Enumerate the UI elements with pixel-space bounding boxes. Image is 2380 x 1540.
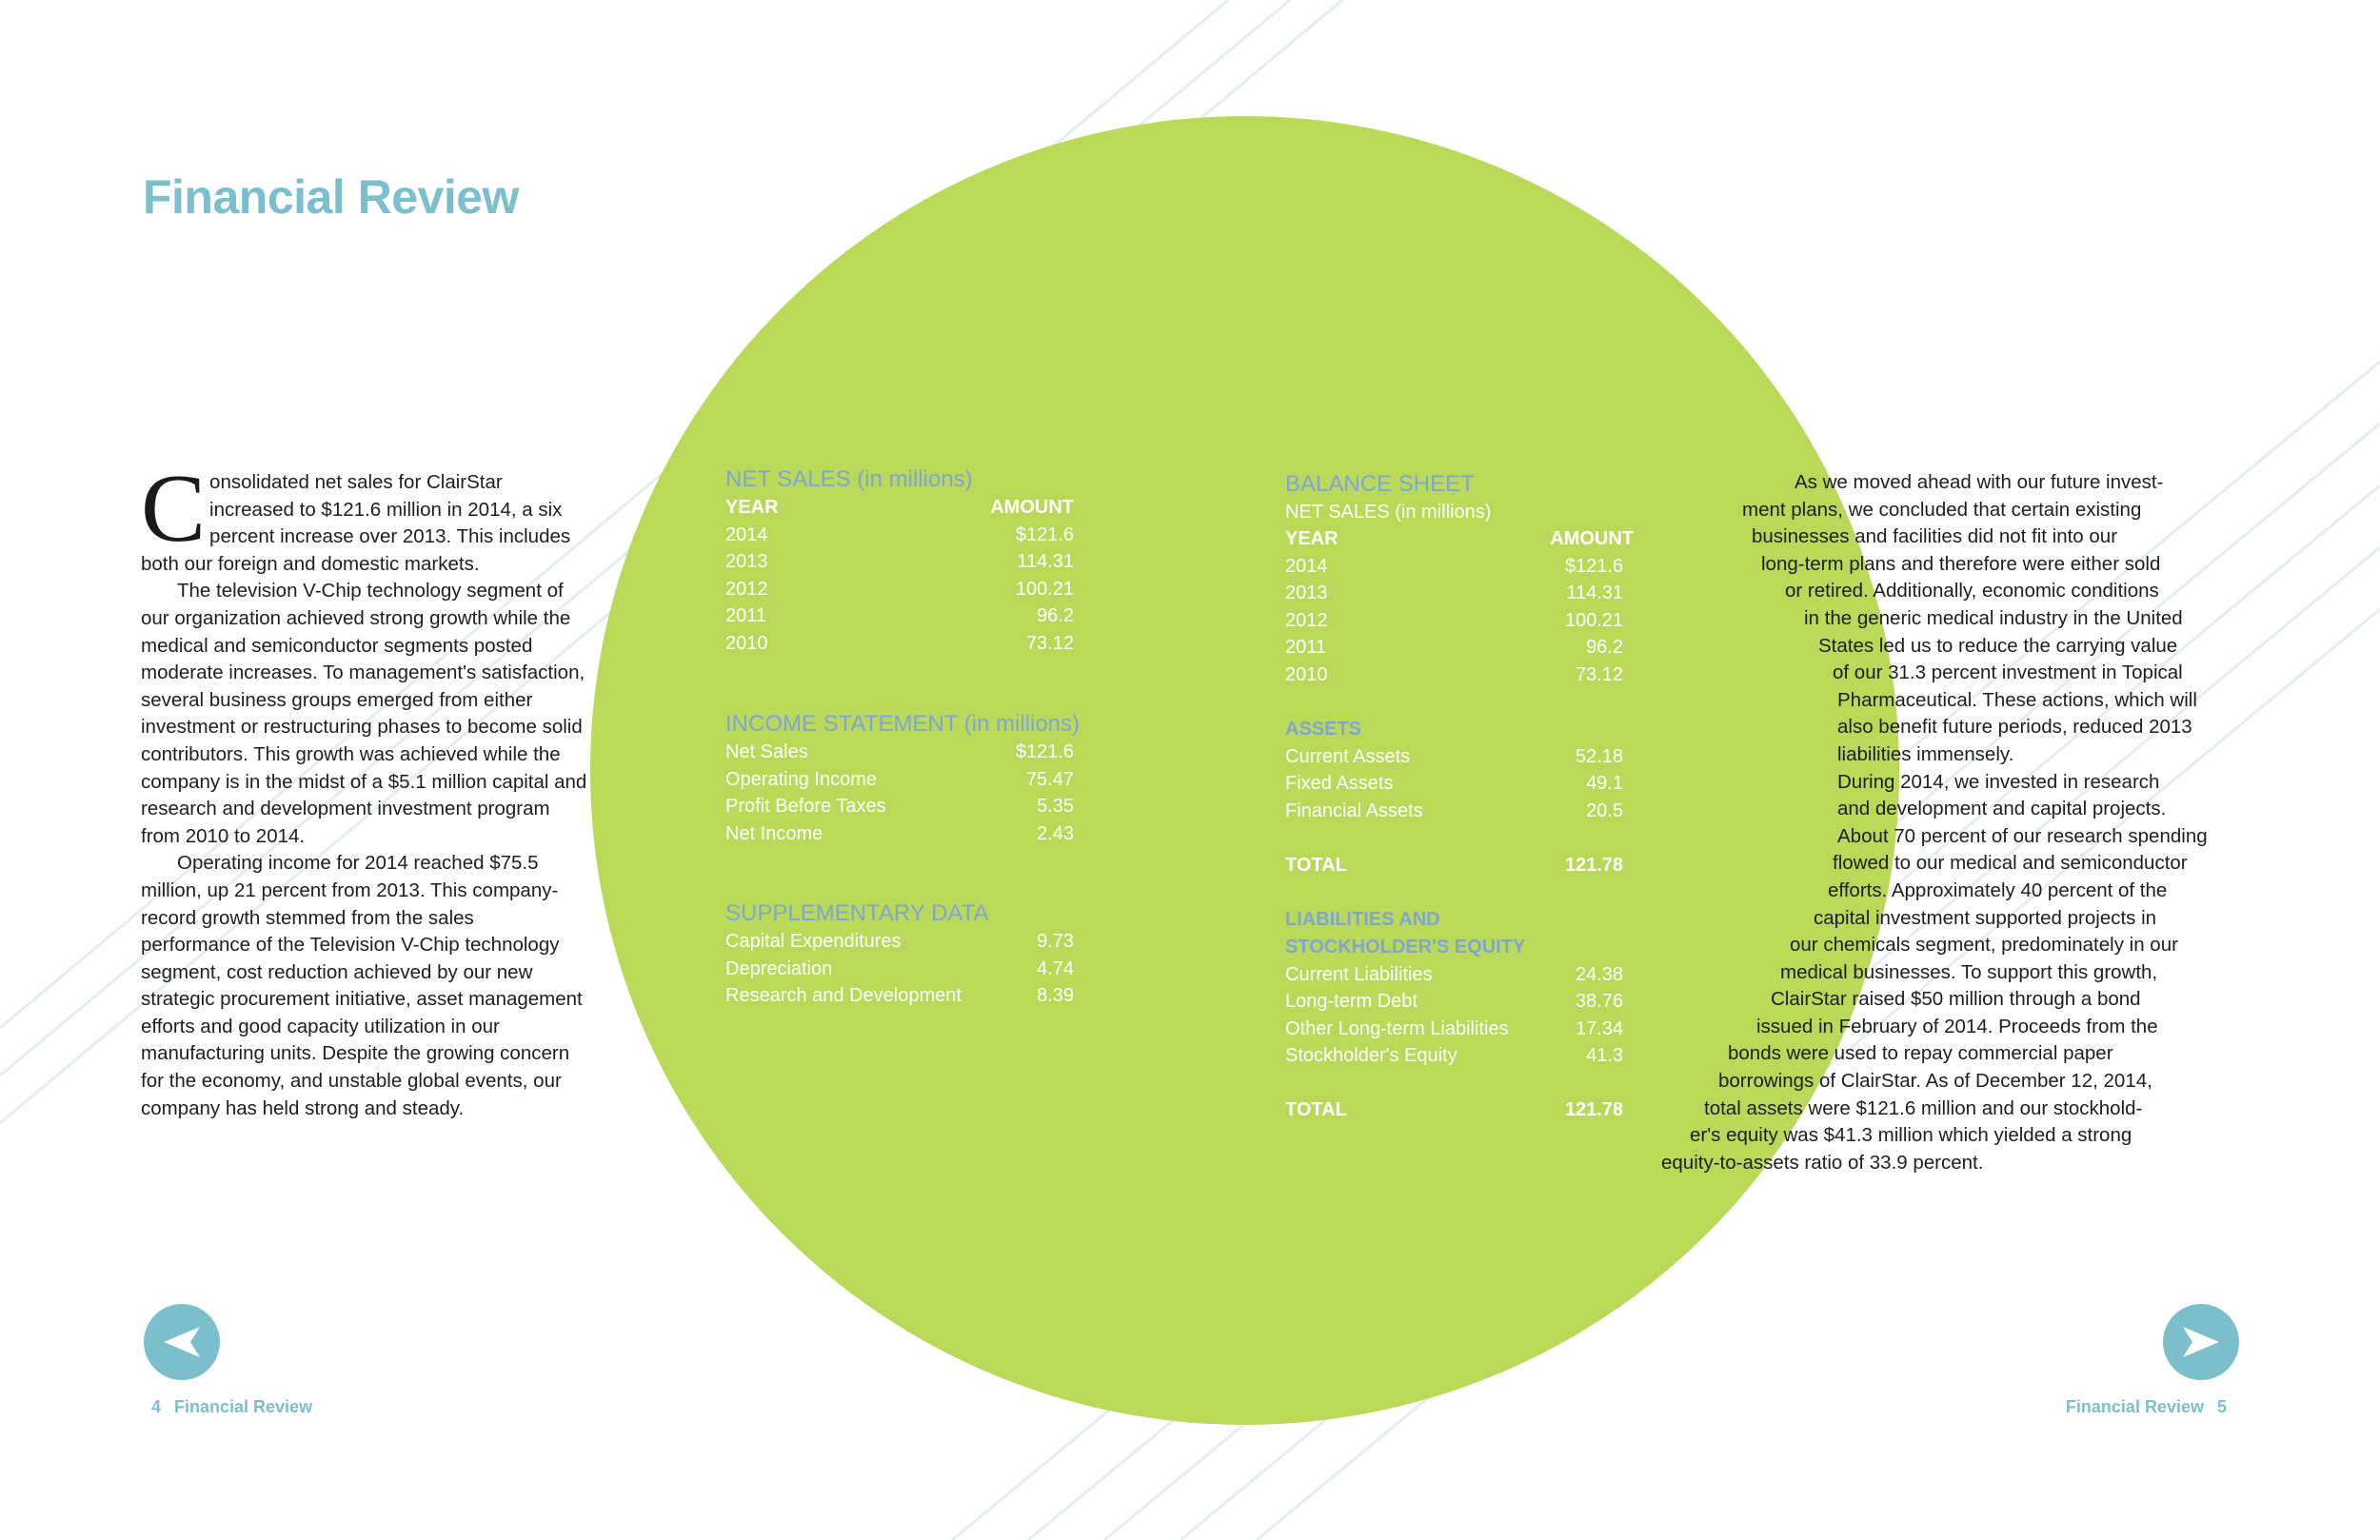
row-value: 114.31 <box>1566 582 1623 604</box>
row-value: 114.31 <box>1017 551 1074 573</box>
paragraph-operating-income: Operating income for 2014 reached $75.5 million, up 21 percent from 2013. This company-record growth stemmed from the sales performance of the Television V-Chip technology segment, cost reduction achieved by our new strategic procurement initiative, asset management efforts and good capacity utilization in our manufacturing units. Despite the growing concern for the economy, and unstable global events, our company has held strong and steady. <box>141 852 583 1119</box>
row-label: 2010 <box>725 632 768 654</box>
right-text-line: our chemicals segment, predominately in our <box>1790 934 2178 957</box>
amount-header: AMOUNT <box>990 497 1074 518</box>
arrow-left-icon <box>162 1325 202 1359</box>
row-value: 24.38 <box>1575 963 1623 985</box>
net-sales-title: NET SALES (in millions) <box>725 466 973 492</box>
row-label: Net Sales <box>725 741 808 762</box>
page-number-left: 4 <box>151 1397 162 1416</box>
net-sales-row <box>725 576 1074 603</box>
liability-row <box>1285 988 1623 1016</box>
row-value: 8.39 <box>1037 985 1074 1007</box>
arrow-right-icon <box>2181 1325 2221 1359</box>
row-label: 2012 <box>1285 609 1328 631</box>
row-label: Financial Assets <box>1285 800 1423 821</box>
net-sales-header-row <box>725 494 1074 522</box>
row-value: 75.47 <box>1025 768 1074 790</box>
row-label: Long-term Debt <box>1285 991 1418 1013</box>
balance-sheet-row <box>1285 661 1623 689</box>
income-row <box>725 766 1074 794</box>
right-text-line: and development and capital projects. <box>1837 798 2167 820</box>
right-text-line: During 2014, we invested in research <box>1837 770 2160 793</box>
dropcap-letter: C <box>141 455 207 563</box>
asset-row <box>1285 770 1623 798</box>
right-text-line: About 70 percent of our research spending <box>1837 824 2208 847</box>
row-label: 2012 <box>725 578 768 600</box>
income-statement-table <box>725 710 1081 847</box>
row-value: 17.34 <box>1575 1017 1623 1039</box>
balance-sheet-row <box>1285 607 1623 635</box>
intro-paragraph <box>141 455 588 578</box>
row-label: 2013 <box>1285 582 1328 604</box>
row-value: 38.76 <box>1575 991 1623 1013</box>
asset-row <box>1285 798 1623 825</box>
row-label: Current Assets <box>1285 745 1411 767</box>
row-value: 100.21 <box>1015 578 1074 600</box>
right-text-line: or retired. Additionally, economic conditions <box>1785 580 2159 602</box>
right-text-line: also benefit future periods, reduced 2013 <box>1837 716 2192 739</box>
row-label: Profit Before Taxes <box>725 796 886 818</box>
amount-header: AMOUNT <box>1550 528 1634 549</box>
row-label: Fixed Assets <box>1285 773 1394 795</box>
liabilities-title-line2: STOCKHOLDER'S EQUITY <box>1285 936 1526 958</box>
income-row <box>725 793 1074 820</box>
net-sales-row <box>725 602 1074 630</box>
balance-sheet-subtitle: NET SALES (in millions) <box>1285 502 1492 523</box>
balance-sheet-title: BALANCE SHEET <box>1285 471 1475 497</box>
right-text-line: ment plans, we concluded that certain existing <box>1742 498 2142 521</box>
row-label: 2010 <box>1285 663 1328 685</box>
asset-row <box>1285 743 1623 771</box>
paragraph-vchip: The television V-Chip technology segment of our organization achieved strong growth while the medical and semiconductor segments posted moderate increases. To management's satisfaction, several business groups emerged from either investment or restructuring phases to become solid contributors. This growth was achieved while the company is in the midst of a $5.1 million capital and research and development investment program from 2010 to 2014. <box>141 580 587 847</box>
row-label: 2014 <box>725 523 768 545</box>
row-label: 2014 <box>1285 555 1328 577</box>
row-label: 2011 <box>725 605 767 627</box>
supplementary-title: SUPPLEMENTARY DATA <box>725 900 989 926</box>
previous-page-button[interactable] <box>144 1304 220 1380</box>
row-label: Stockholder's Equity <box>1285 1045 1458 1067</box>
liabilities-title: LIABILITIES AND <box>1285 909 1440 931</box>
footer-left-label: Financial Review <box>174 1397 313 1416</box>
net-sales-table <box>725 465 1074 658</box>
right-text-line: equity-to-assets ratio of 33.9 percent. <box>1661 1151 1984 1174</box>
row-value: 96.2 <box>1586 637 1623 659</box>
next-page-button[interactable] <box>2163 1304 2239 1380</box>
right-text-line: efforts. Approximately 40 percent of the <box>1828 879 2168 901</box>
right-text-line: liabilities immensely. <box>1837 742 2014 765</box>
liability-row <box>1285 1042 1623 1070</box>
row-value: 41.3 <box>1586 1045 1623 1067</box>
row-value: 100.21 <box>1564 609 1623 631</box>
balance-sheet-row <box>1285 580 1623 607</box>
row-value: 52.18 <box>1575 745 1623 767</box>
row-value: 49.1 <box>1586 773 1623 795</box>
year-header: YEAR <box>1285 528 1339 549</box>
right-text-line: er's equity was $41.3 million which yielded a strong <box>1690 1124 2132 1147</box>
year-header: YEAR <box>725 497 779 518</box>
row-label: Net Income <box>725 822 823 844</box>
total-label: TOTAL <box>1285 855 1347 877</box>
balance-sheet-row <box>1285 553 1623 581</box>
row-value: 5.35 <box>1037 796 1074 818</box>
footer-left <box>138 1397 312 1417</box>
footer-right-label: Financial Review <box>2065 1397 2204 1416</box>
liability-row <box>1285 961 1623 989</box>
row-value: $121.6 <box>1015 741 1074 762</box>
income-statement-title: INCOME STATEMENT (in millions) <box>725 711 1081 737</box>
right-text-column <box>1661 469 2247 1176</box>
row-value: 9.73 <box>1037 931 1074 952</box>
balance-sheet-table <box>1285 470 1634 1124</box>
row-value: 73.12 <box>1575 663 1623 685</box>
row-value: 96.2 <box>1037 605 1074 627</box>
right-text-line: capital investment supported projects in <box>1814 906 2157 929</box>
right-text-line: total assets were $121.6 million and our stockhold- <box>1704 1096 2143 1119</box>
right-text-line: medical businesses. To support this growth, <box>1780 960 2158 983</box>
page-title: Financial Review <box>143 170 519 224</box>
net-sales-row <box>725 630 1074 658</box>
page-number-right: 5 <box>2216 1397 2227 1416</box>
row-value: $121.6 <box>1015 523 1074 545</box>
left-text-column <box>141 455 588 1122</box>
balance-sheet-header-row <box>1285 525 1634 553</box>
intro-text: onsolidated net sales for ClairStar increased to $121.6 million in 2014, a six percent increase over 2013. This includes both our foreign and domestic markets. <box>141 471 571 575</box>
supplementary-row <box>725 956 1074 983</box>
net-sales-row <box>725 548 1074 576</box>
row-value: 2.43 <box>1037 822 1074 844</box>
total-value: 121.78 <box>1564 1099 1623 1121</box>
income-row <box>725 820 1074 848</box>
footer-right <box>2066 1397 2240 1417</box>
row-label: Operating Income <box>725 768 877 790</box>
row-label: Other Long-term Liabilities <box>1285 1017 1509 1039</box>
supplementary-row <box>725 982 1074 1010</box>
income-row <box>725 739 1074 766</box>
row-value: 20.5 <box>1586 800 1623 821</box>
row-label: Research and Development <box>725 985 962 1007</box>
right-text-line: As we moved ahead with our future invest- <box>1795 471 2164 493</box>
row-label: Current Liabilities <box>1285 963 1433 985</box>
total-label: TOTAL <box>1285 1099 1347 1121</box>
net-sales-row <box>725 522 1074 549</box>
row-label: Depreciation <box>725 958 833 979</box>
right-text-line: issued in February of 2014. Proceeds from the <box>1756 1015 2158 1037</box>
right-text-line: long-term plans and therefore were either sold <box>1761 552 2161 575</box>
balance-sheet-row <box>1285 634 1623 661</box>
right-text-line: of our 31.3 percent investment in Topical <box>1833 661 2183 684</box>
right-text-line: bonds were used to repay commercial paper <box>1728 1042 2113 1065</box>
supplementary-row <box>725 928 1074 956</box>
total-value: 121.78 <box>1564 855 1623 877</box>
right-text-line: borrowings of ClairStar. As of December 12, 2014, <box>1718 1070 2152 1093</box>
right-text-line: ClairStar raised $50 million through a bond <box>1771 988 2141 1011</box>
right-text-line: businesses and facilities did not fit into our <box>1752 525 2118 548</box>
row-value: 73.12 <box>1025 632 1074 654</box>
row-label: 2011 <box>1285 637 1327 659</box>
right-text-line: flowed to our medical and semiconductor <box>1833 852 2188 875</box>
row-value: $121.6 <box>1564 555 1623 577</box>
liability-row <box>1285 1016 1623 1043</box>
liabilities-total-row <box>1285 1096 1623 1124</box>
right-text-line: States led us to reduce the carrying value <box>1818 634 2178 657</box>
row-label: 2013 <box>725 551 768 573</box>
assets-title: ASSETS <box>1285 719 1362 740</box>
right-text-line: in the generic medical industry in the United <box>1804 606 2183 629</box>
supplementary-data-table <box>725 899 1074 1010</box>
right-text-line: Pharmaceutical. These actions, which will <box>1837 688 2197 711</box>
row-label: Capital Expenditures <box>725 931 902 952</box>
row-value: 4.74 <box>1037 958 1074 979</box>
assets-total-row <box>1285 852 1623 879</box>
